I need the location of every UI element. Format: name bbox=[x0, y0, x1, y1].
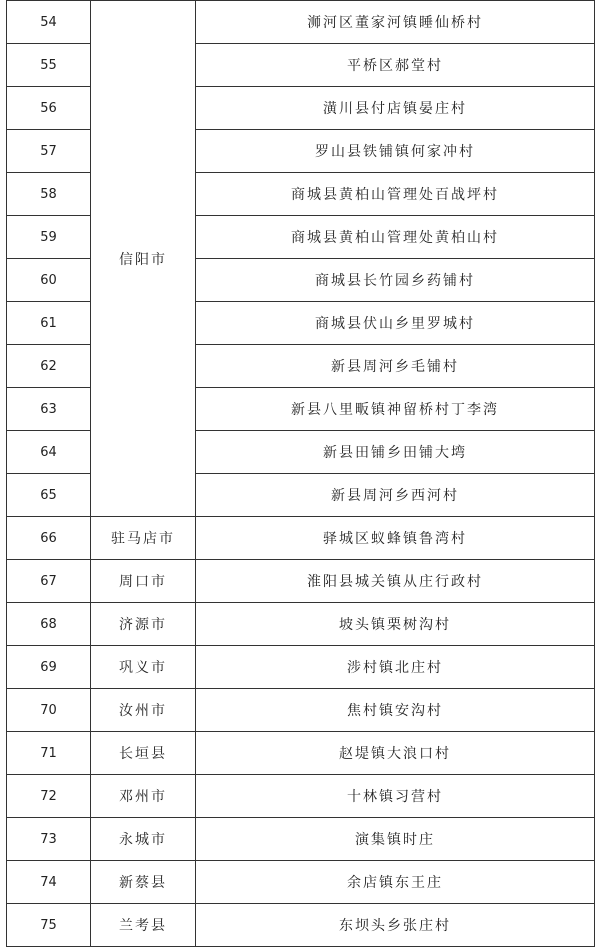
city-cell-merged: 信阳市 bbox=[91, 1, 196, 517]
table-row bbox=[7, 861, 595, 904]
city-cell: 长垣县 bbox=[91, 732, 196, 775]
village-cell: 驿城区蚁蜂镇鲁湾村 bbox=[196, 517, 595, 560]
village-cell: 商城县长竹园乡药铺村 bbox=[196, 259, 595, 302]
table-row bbox=[7, 646, 595, 689]
row-number: 62 bbox=[7, 345, 91, 388]
table-row bbox=[7, 517, 595, 560]
village-cell: 新县八里畈镇神留桥村丁李湾 bbox=[196, 388, 595, 431]
row-number: 68 bbox=[7, 603, 91, 646]
village-cell: 罗山县铁铺镇何家冲村 bbox=[196, 130, 595, 173]
village-cell: 新县田铺乡田铺大塆 bbox=[196, 431, 595, 474]
city-cell: 邓州市 bbox=[91, 775, 196, 818]
row-number: 55 bbox=[7, 44, 91, 87]
village-cell: 商城县伏山乡里罗城村 bbox=[196, 302, 595, 345]
village-cell: 余店镇东王庄 bbox=[196, 861, 595, 904]
village-cell: 坡头镇栗树沟村 bbox=[196, 603, 595, 646]
table-row bbox=[7, 775, 595, 818]
village-cell: 十林镇习营村 bbox=[196, 775, 595, 818]
table-row bbox=[7, 1, 595, 44]
table-row bbox=[7, 689, 595, 732]
table-row bbox=[7, 732, 595, 775]
village-cell: 淮阳县城关镇从庄行政村 bbox=[196, 560, 595, 603]
row-number: 65 bbox=[7, 474, 91, 517]
row-number: 73 bbox=[7, 818, 91, 861]
village-cell: 新县周河乡西河村 bbox=[196, 474, 595, 517]
city-cell: 汝州市 bbox=[91, 689, 196, 732]
row-number: 58 bbox=[7, 173, 91, 216]
table-row bbox=[7, 818, 595, 861]
city-cell: 新蔡县 bbox=[91, 861, 196, 904]
city-cell: 巩义市 bbox=[91, 646, 196, 689]
city-cell: 驻马店市 bbox=[91, 517, 196, 560]
village-cell: 新县周河乡毛铺村 bbox=[196, 345, 595, 388]
village-cell: 潢川县付店镇晏庄村 bbox=[196, 87, 595, 130]
row-number: 74 bbox=[7, 861, 91, 904]
village-cell: 焦村镇安沟村 bbox=[196, 689, 595, 732]
city-cell: 周口市 bbox=[91, 560, 196, 603]
row-number: 64 bbox=[7, 431, 91, 474]
row-number: 70 bbox=[7, 689, 91, 732]
village-cell: 商城县黄柏山管理处黄柏山村 bbox=[196, 216, 595, 259]
village-cell: 浉河区董家河镇睡仙桥村 bbox=[196, 1, 595, 44]
row-number: 54 bbox=[7, 1, 91, 44]
city-cell: 济源市 bbox=[91, 603, 196, 646]
row-number: 60 bbox=[7, 259, 91, 302]
row-number: 69 bbox=[7, 646, 91, 689]
village-cell: 演集镇时庄 bbox=[196, 818, 595, 861]
city-cell: 兰考县 bbox=[91, 904, 196, 947]
row-number: 67 bbox=[7, 560, 91, 603]
table-row bbox=[7, 560, 595, 603]
row-number: 57 bbox=[7, 130, 91, 173]
village-cell: 商城县黄柏山管理处百战坪村 bbox=[196, 173, 595, 216]
row-number: 63 bbox=[7, 388, 91, 431]
row-number: 56 bbox=[7, 87, 91, 130]
row-number: 61 bbox=[7, 302, 91, 345]
row-number: 66 bbox=[7, 517, 91, 560]
village-list-table bbox=[6, 0, 595, 947]
row-number: 75 bbox=[7, 904, 91, 947]
city-cell: 永城市 bbox=[91, 818, 196, 861]
village-cell: 赵堤镇大浪口村 bbox=[196, 732, 595, 775]
row-number: 59 bbox=[7, 216, 91, 259]
village-cell: 涉村镇北庄村 bbox=[196, 646, 595, 689]
row-number: 71 bbox=[7, 732, 91, 775]
table-row bbox=[7, 603, 595, 646]
table-row bbox=[7, 904, 595, 947]
village-cell: 东坝头乡张庄村 bbox=[196, 904, 595, 947]
village-cell: 平桥区郝堂村 bbox=[196, 44, 595, 87]
row-number: 72 bbox=[7, 775, 91, 818]
table-body bbox=[7, 1, 595, 947]
